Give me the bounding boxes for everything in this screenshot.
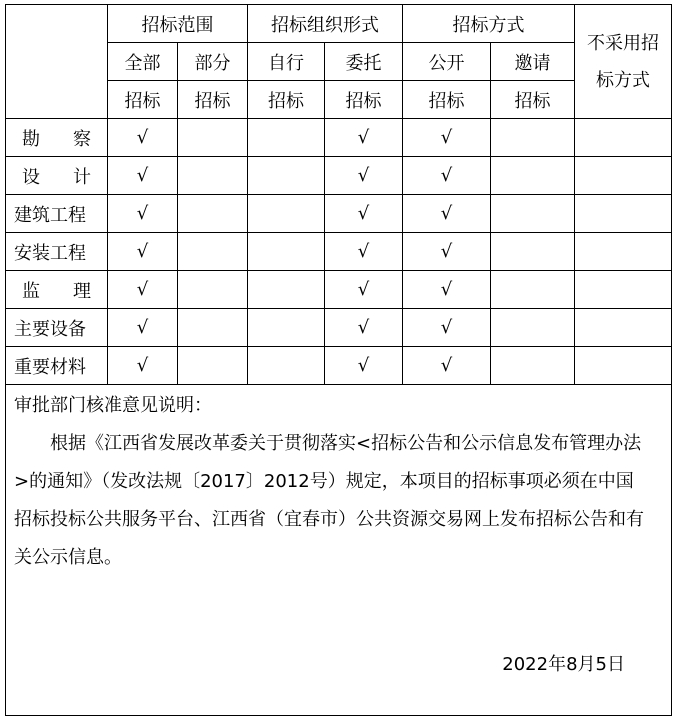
table-row xyxy=(6,271,672,309)
table-row xyxy=(6,195,672,233)
row-label-spread xyxy=(14,163,107,189)
check-cell: √ xyxy=(325,157,403,195)
check-cell: √ xyxy=(325,347,403,385)
check-cell: √ xyxy=(325,195,403,233)
table-row xyxy=(6,157,672,195)
row-label-char: 监 xyxy=(22,280,40,302)
note-cell xyxy=(6,385,672,716)
check-cell xyxy=(178,233,248,271)
check-cell xyxy=(491,157,575,195)
subheader-invited-2: 招标 xyxy=(491,81,575,119)
subheader-entrusted: 委托 xyxy=(325,43,403,81)
check-cell xyxy=(178,195,248,233)
row-label-spread xyxy=(14,125,107,151)
check-cell xyxy=(178,347,248,385)
check-cell xyxy=(248,119,325,157)
row-label: 重要材料 xyxy=(6,347,108,385)
note-date: 2022年8月5日 xyxy=(502,654,625,675)
check-cell: √ xyxy=(403,233,491,271)
table-row xyxy=(6,309,672,347)
subheader-full-2: 招标 xyxy=(108,81,178,119)
header-row-1 xyxy=(6,5,672,43)
header-no-method xyxy=(575,5,672,119)
check-cell xyxy=(178,119,248,157)
check-cell: √ xyxy=(325,271,403,309)
check-cell xyxy=(575,271,672,309)
row-label xyxy=(6,271,108,309)
check-cell: √ xyxy=(403,271,491,309)
row-label-char: 勘 xyxy=(22,128,40,150)
check-cell xyxy=(491,309,575,347)
check-cell: √ xyxy=(108,309,178,347)
row-label: 建筑工程 xyxy=(6,195,108,233)
check-cell xyxy=(575,233,672,271)
header-no-method-line2: 标方式 xyxy=(596,69,650,91)
header-scope: 招标范围 xyxy=(108,5,248,43)
check-cell xyxy=(248,157,325,195)
check-cell: √ xyxy=(403,157,491,195)
row-label-spread xyxy=(14,277,107,303)
check-cell xyxy=(178,271,248,309)
row-label-char: 察 xyxy=(73,128,91,150)
subheader-open: 公开 xyxy=(403,43,491,81)
check-cell xyxy=(248,271,325,309)
check-cell: √ xyxy=(108,233,178,271)
subheader-self-2: 招标 xyxy=(248,81,325,119)
subheader-open-2: 招标 xyxy=(403,81,491,119)
check-cell: √ xyxy=(325,309,403,347)
tender-table xyxy=(5,4,672,716)
check-cell xyxy=(575,309,672,347)
check-cell xyxy=(248,195,325,233)
subheader-full: 全部 xyxy=(108,43,178,81)
check-cell: √ xyxy=(108,271,178,309)
table-row xyxy=(6,347,672,385)
check-cell: √ xyxy=(403,347,491,385)
check-cell xyxy=(248,309,325,347)
check-cell: √ xyxy=(108,157,178,195)
subheader-self: 自行 xyxy=(248,43,325,81)
check-cell: √ xyxy=(325,233,403,271)
note-body: 根据《江西省发展改革委关于贯彻落实<招标公告和公示信息发布管理办法>的通知》（发改法规〔2017〕2012号）规定，本项目的招标事项必须在中国招标投标公共服务平台、江西省（宜春市）公共资源交易网上发布招标公告和有关公示信息。 xyxy=(14,433,644,568)
check-cell xyxy=(178,157,248,195)
check-cell xyxy=(491,119,575,157)
check-cell xyxy=(491,195,575,233)
subheader-partial-2: 招标 xyxy=(178,81,248,119)
check-cell xyxy=(491,271,575,309)
row-label xyxy=(6,119,108,157)
check-cell: √ xyxy=(403,119,491,157)
approval-form xyxy=(5,4,671,715)
check-cell xyxy=(575,347,672,385)
check-cell: √ xyxy=(325,119,403,157)
row-label-char: 理 xyxy=(73,280,91,302)
check-cell xyxy=(575,195,672,233)
header-no-method-line1: 不采用招 xyxy=(587,32,659,54)
corner-cell xyxy=(6,5,108,119)
table-row xyxy=(6,119,672,157)
check-cell: √ xyxy=(108,119,178,157)
check-cell xyxy=(178,309,248,347)
subheader-partial: 部分 xyxy=(178,43,248,81)
row-label: 安装工程 xyxy=(6,233,108,271)
note-title: 审批部门核准意见说明： xyxy=(14,395,212,416)
check-cell: √ xyxy=(403,309,491,347)
check-cell: √ xyxy=(108,195,178,233)
check-cell xyxy=(575,157,672,195)
check-cell xyxy=(491,347,575,385)
row-label xyxy=(6,157,108,195)
note-row xyxy=(6,385,672,716)
check-cell: √ xyxy=(403,195,491,233)
check-cell: √ xyxy=(108,347,178,385)
row-label-char: 计 xyxy=(73,166,91,188)
header-org-form: 招标组织形式 xyxy=(248,5,403,43)
check-cell xyxy=(491,233,575,271)
check-cell xyxy=(575,119,672,157)
subheader-entrusted-2: 招标 xyxy=(325,81,403,119)
check-cell xyxy=(248,347,325,385)
row-label: 主要设备 xyxy=(6,309,108,347)
subheader-invited: 邀请 xyxy=(491,43,575,81)
header-method: 招标方式 xyxy=(403,5,575,43)
row-label-char: 设 xyxy=(22,166,40,188)
table-row xyxy=(6,233,672,271)
check-cell xyxy=(248,233,325,271)
